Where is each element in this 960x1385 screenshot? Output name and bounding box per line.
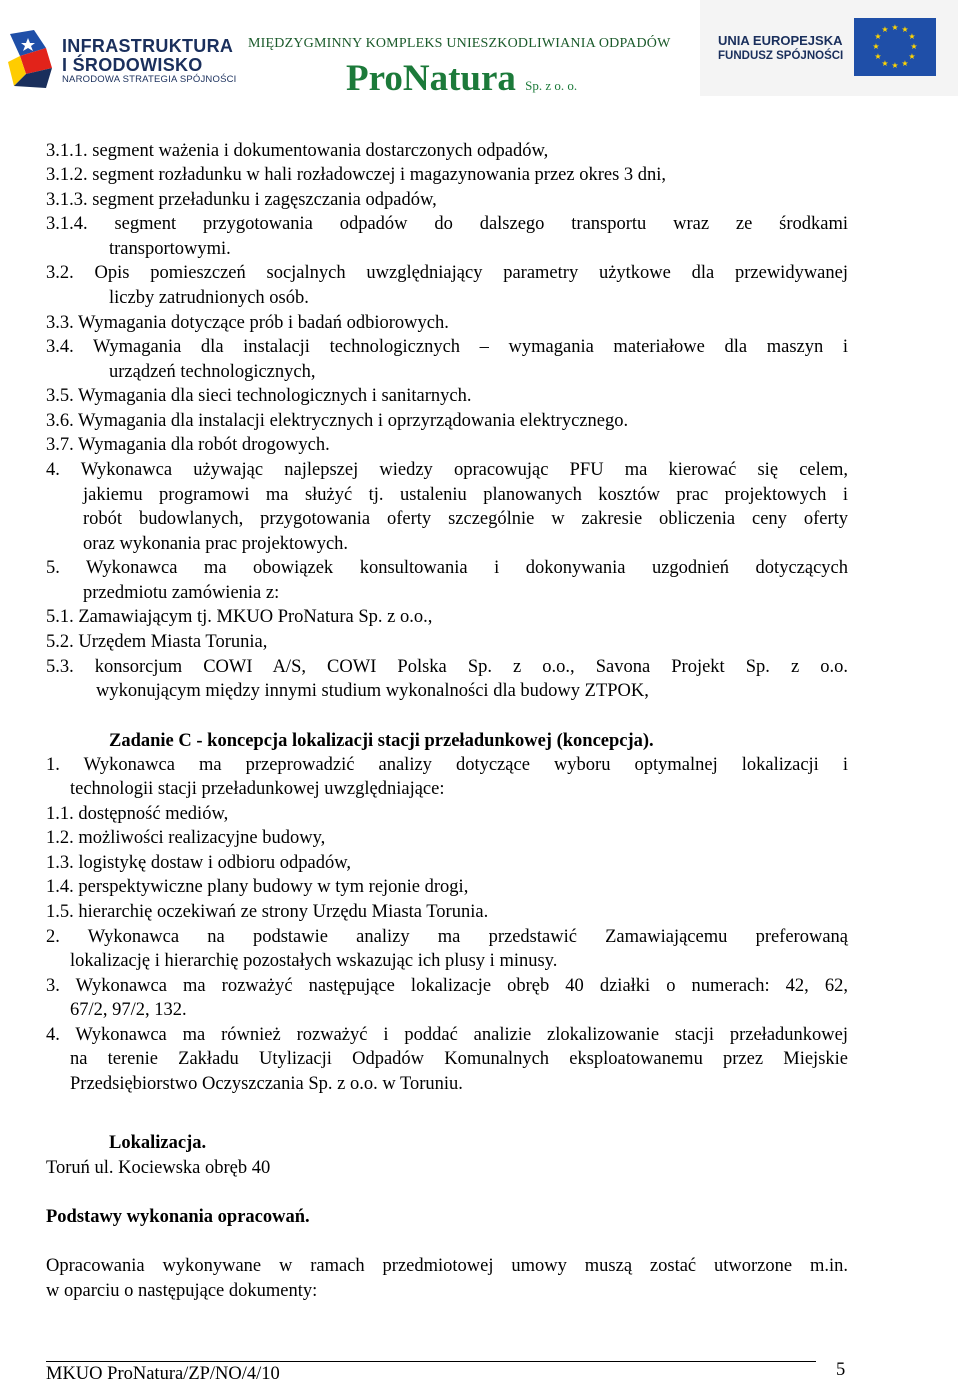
text-line: robót budowlanych, przygotowania oferty szczególnie w zakresie obliczenia ceny oferty <box>83 509 848 529</box>
project-title: MIĘDZYGMINNY KOMPLEKS UNIESZKODLIWIANIA ODPADÓW <box>248 36 671 51</box>
brand-suffix: Sp. z o. o. <box>525 78 578 93</box>
text-line: 4. Wykonawca ma również rozważyć i poddać analizie zlokalizowanie stacji przeładunkowej <box>46 1025 848 1045</box>
section-heading: Podstawy wykonania opracowań. <box>46 1207 310 1227</box>
brand-name: ProNatura <box>346 58 516 99</box>
text-line: 3.6. Wymagania dla instalacji elektrycznych i oprzyrządowania elektrycznego. <box>46 411 629 431</box>
text-line: 3.2. Opis pomieszczeń socjalnych uwzględniający parametry użytkowe dla przewidywanej <box>46 263 848 283</box>
svg-text:★: ★ <box>872 42 880 51</box>
svg-text:★: ★ <box>881 59 889 68</box>
program-logo-icon <box>6 28 58 90</box>
text-line: 3. Wykonawca ma rozważyć następujące lokalizacje obręb 40 działki o numerach: 42, 62, <box>46 976 848 996</box>
text-line: 5.2. Urzędem Miasta Torunia, <box>46 632 268 652</box>
text-line: oraz wykonania prac projektowych. <box>83 534 349 554</box>
svg-text:★: ★ <box>891 23 899 32</box>
text-line: jakiemu programowi ma służyć tj. ustaleniu planowanych kosztów prac projektowych i <box>83 485 848 505</box>
page-number: 5 <box>836 1360 846 1380</box>
text-line: lokalizację i hierarchię pozostałych wskazując ich plusy i minusy. <box>70 951 558 971</box>
section-heading: Lokalizacja. <box>109 1133 207 1153</box>
svg-text:★: ★ <box>881 25 889 34</box>
text-line: transportowymi. <box>109 239 231 259</box>
eu-flag-icon <box>854 18 936 76</box>
text-line: 3.7. Wymagania dla robót drogowych. <box>46 435 330 455</box>
text-line: przedmiotu zamówienia z: <box>83 583 280 603</box>
text-line: w oparciu o następujące dokumenty: <box>46 1281 318 1301</box>
text-line: 1. Wykonawca ma przeprowadzić analizy dotyczące wyboru optymalnej lokalizacji i <box>46 755 848 775</box>
text-line: 5.1. Zamawiającym tj. MKUO ProNatura Sp. z o.o., <box>46 607 433 627</box>
section-heading: Zadanie C - koncepcja lokalizacji stacji przeładunkowej (koncepcja). <box>109 731 654 751</box>
svg-text:★: ★ <box>891 61 899 70</box>
text-line: 1.2. możliwości realizacyjne budowy, <box>46 828 326 848</box>
text-line: liczby zatrudnionych osób. <box>109 288 309 308</box>
logo-text-line1: INFRASTRUKTURA <box>62 36 234 56</box>
eu-text-line2: FUNDUSZ SPÓJNOŚCI <box>718 50 844 62</box>
text-line: Opracowania wykonywane w ramach przedmiotowej umowy muszą zostać utworzone m.in. <box>46 1256 848 1276</box>
text-line: wykonującym między innymi studium wykonalności dla budowy ZTPOK, <box>96 681 649 701</box>
text-line: 3.3. Wymagania dotyczące prób i badań odbiorowych. <box>46 313 449 333</box>
svg-text:★: ★ <box>910 42 918 51</box>
text-line: Przedsiębiorstwo Oczyszczania Sp. z o.o. w Toruniu. <box>70 1074 463 1094</box>
text-line: na terenie Zakładu Utylizacji Odpadów Komunalnych eksploatowanemu przez Miejskie <box>70 1049 848 1069</box>
text-line: 2. Wykonawca na podstawie analizy ma przedstawić Zamawiającemu preferowaną <box>46 927 848 947</box>
svg-text:★: ★ <box>908 52 916 61</box>
text-line: 1.3. logistykę dostaw i odbioru odpadów, <box>46 853 352 873</box>
text-line: 67/2, 97/2, 132. <box>70 1000 187 1020</box>
text-line: technologii stacji przeładunkowej uwzględniające: <box>70 779 445 799</box>
text-line: 3.1.1. segment ważenia i dokumentowania dostarczonych odpadów, <box>46 141 549 161</box>
text-line: 5.3. konsorcjum COWI A/S, COWI Polska Sp. z o.o., Savona Projekt Sp. z o.o. <box>46 657 848 677</box>
footer-doc-ref: MKUO ProNatura/ZP/NO/4/10 <box>46 1364 280 1384</box>
svg-text:★: ★ <box>874 32 882 41</box>
text-line: 3.1.3. segment przeładunku i zagęszczania odpadów, <box>46 190 437 210</box>
text-line: 1.4. perspektywiczne plany budowy w tym rejonie drogi, <box>46 877 469 897</box>
text-line: 4. Wykonawca używając najlepszej wiedzy opracowując PFU ma kierować się celem, <box>46 460 848 480</box>
text-line: 1.5. hierarchię oczekiwań ze strony Urzędu Miasta Torunia. <box>46 902 489 922</box>
text-line: 3.1.2. segment rozładunku w hali rozładowczej i magazynowania przez okres 3 dni, <box>46 165 667 185</box>
text-line: 3.1.4. segment przygotowania odpadów do dalszego transportu wraz ze środkami <box>46 214 848 234</box>
brand-logo <box>346 60 577 97</box>
text-line: urządzeń technologicznych, <box>109 362 316 382</box>
logo-text-line3: NARODOWA STRATEGIA SPÓJNOŚCI <box>62 74 237 85</box>
text-line: 3.5. Wymagania dla sieci technologicznych i sanitarnych. <box>46 386 472 406</box>
svg-text:★: ★ <box>901 59 909 68</box>
text-line: 3.4. Wymagania dla instalacji technologicznych – wymagania materiałowe dla maszyn i <box>46 337 848 357</box>
footer-rule <box>46 1361 816 1362</box>
svg-text:★: ★ <box>908 32 916 41</box>
eu-text-line1: UNIA EUROPEJSKA <box>718 33 843 48</box>
text-line: 1.1. dostępność mediów, <box>46 804 229 824</box>
logo-text-line2: I ŚRODOWISKO <box>62 55 203 75</box>
text-line: Toruń ul. Kociewska obręb 40 <box>46 1158 271 1178</box>
svg-text:★: ★ <box>901 25 909 34</box>
svg-text:★: ★ <box>874 52 882 61</box>
text-line: 5. Wykonawca ma obowiązek konsultowania i dokonywania uzgodnień dotyczących <box>46 558 848 578</box>
